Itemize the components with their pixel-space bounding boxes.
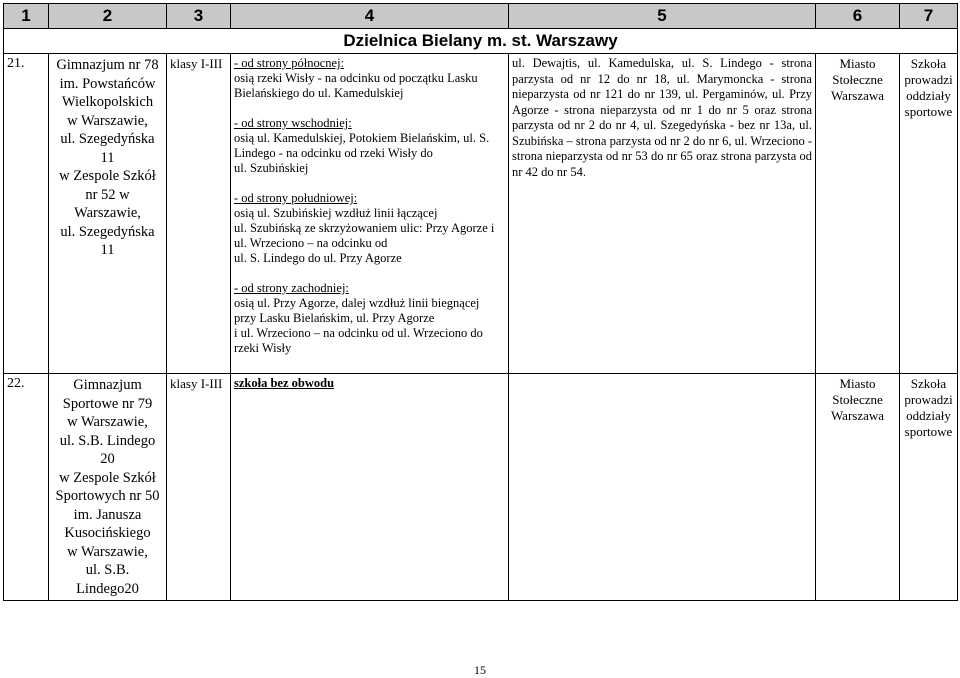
streets-list: ul. Dewajtis, ul. Kamedulska, ul. S. Lindego - strona parzysta od nr 12 do nr 18, ul. Marymoncka - strona nieparzysta od nr 121 do nr 139, ul. Pergaminów, ul. Przy Agorze - strona nieparzysta od nr 1 do nr 5 oraz strona parzysta od nr 2 do nr 4, ul. Szegedyńska - bez nr 13a, ul. Szubińska – strona parzysta od nr 2 do nr 6, ul. Wrzeciono - strona nieparzysta od nr 53 do nr 65 oraz strona parzysta od nr 42 do nr 54. <box>509 54 816 374</box>
school-name-line: Gimnazjum nr 78 <box>56 57 159 73</box>
school-name-line: Sportowe nr 79 <box>62 395 153 412</box>
authority-line: Warszawa <box>830 408 885 423</box>
school-name-line: nr 52 w <box>85 186 130 203</box>
boundary-none: szkoła bez obwodu <box>234 376 335 390</box>
authority-line: Stołeczne <box>832 392 883 407</box>
notes-line: sportowe <box>904 104 953 119</box>
boundary-line: osią ul. Kamedulskiej, Potokiem Bielańskim, ul. S. <box>234 131 490 145</box>
school-name-line: im. Janusza <box>73 506 142 523</box>
school-name-line: w Zespole Szkół <box>59 469 156 486</box>
notes <box>900 374 958 601</box>
boundary-line: Lindego - na odcinku od rzeki Wisły do <box>234 146 433 160</box>
boundary-line: ul. S. Lindego do ul. Przy Agorze <box>234 251 402 265</box>
school-name-line: Kusocińskiego <box>64 525 151 541</box>
row-number: 22. <box>4 374 49 601</box>
authority-line: Warszawa <box>830 88 885 103</box>
school-name-line: ul. S.B. Lindego <box>59 432 156 449</box>
boundary-heading-west: - od strony zachodniej: <box>234 281 349 295</box>
column-header: 2 <box>49 4 167 29</box>
notes-line: oddziały <box>906 88 951 103</box>
notes-line: Szkoła <box>910 56 947 71</box>
school-name <box>49 374 167 601</box>
notes-line: sportowe <box>904 424 953 439</box>
notes-line: prowadzi <box>904 72 953 87</box>
row-number: 21. <box>4 54 49 374</box>
boundary-line: osią ul. Przy Agorze, dalej wzdłuż linii biegnącej <box>234 296 480 310</box>
district-row <box>4 29 958 54</box>
school-name-line: Gimnazjum <box>73 377 142 393</box>
school-name-line: 11 <box>100 242 115 258</box>
authority-line: Miasto <box>839 376 876 391</box>
boundary-heading-east: - od strony wschodniej: <box>234 116 352 130</box>
schools-table <box>3 3 958 601</box>
streets-list <box>509 374 816 601</box>
notes-line: prowadzi <box>904 392 953 407</box>
school-name-line: 20 <box>100 451 115 467</box>
boundary-heading-north: - od strony północnej: <box>234 56 345 70</box>
authority-line: Miasto <box>839 56 876 71</box>
school-name-line: w Warszawie, <box>67 543 148 560</box>
classes: klasy I-III <box>167 374 231 601</box>
column-header: 5 <box>509 4 816 29</box>
column-header: 1 <box>4 4 49 29</box>
notes-line: oddziały <box>906 408 951 423</box>
school-name-line: w Warszawie, <box>67 112 148 129</box>
school-name-line: ul. S.B. <box>85 562 130 578</box>
column-header-row <box>4 4 958 29</box>
district-title: Dzielnica Bielany m. st. Warszawy <box>4 29 958 54</box>
boundary-heading-south: - od strony południowej: <box>234 191 358 205</box>
governing-authority <box>816 54 900 374</box>
boundary-line: rzeki Wisły <box>234 341 292 355</box>
district-boundaries <box>231 374 509 601</box>
school-name-line: im. Powstańców <box>59 75 156 92</box>
governing-authority <box>816 374 900 601</box>
boundary-line: i ul. Wrzeciono – na odcinku od ul. Wrzeciono do <box>234 326 483 340</box>
school-name <box>49 54 167 374</box>
notes-line: Szkoła <box>910 376 947 391</box>
school-name-line: ul. Szegedyńska <box>60 131 155 147</box>
page-number: 15 <box>474 663 486 677</box>
boundary-line: Bielańskiego do ul. Kamedulskiej <box>234 86 404 100</box>
school-name-line: Lindego20 <box>76 580 139 597</box>
boundary-line: ul. Szubińskiej <box>234 161 309 175</box>
classes: klasy I-III <box>167 54 231 374</box>
boundary-line: osią ul. Szubińskiej wzdłuż linii łączącej <box>234 206 438 220</box>
boundary-line: osią rzeki Wisły - na odcinku od początku Lasku <box>234 71 478 85</box>
column-header: 3 <box>167 4 231 29</box>
school-name-line: Wielkopolskich <box>61 94 154 110</box>
column-header: 7 <box>900 4 958 29</box>
boundary-line: ul. Szubińską ze skrzyżowaniem ulic: Przy Agorze i <box>234 221 495 235</box>
district-boundaries <box>231 54 509 374</box>
school-name-line: w Warszawie, <box>67 414 148 430</box>
column-header: 6 <box>816 4 900 29</box>
table-row <box>4 54 958 374</box>
school-name-line: 11 <box>100 149 115 166</box>
school-name-line: Warszawie, <box>74 205 141 221</box>
table-row <box>4 374 958 601</box>
school-name-line: w Zespole Szkół <box>59 168 156 184</box>
boundary-line: przy Lasku Bielańskim, ul. Przy Agorze <box>234 311 435 325</box>
notes <box>900 54 958 374</box>
boundary-line: ul. Wrzeciono – na odcinku od <box>234 236 388 250</box>
column-header: 4 <box>231 4 509 29</box>
school-name-line: ul. Szegedyńska <box>60 223 155 240</box>
school-name-line: Sportowych nr 50 <box>55 488 160 504</box>
authority-line: Stołeczne <box>832 72 883 87</box>
